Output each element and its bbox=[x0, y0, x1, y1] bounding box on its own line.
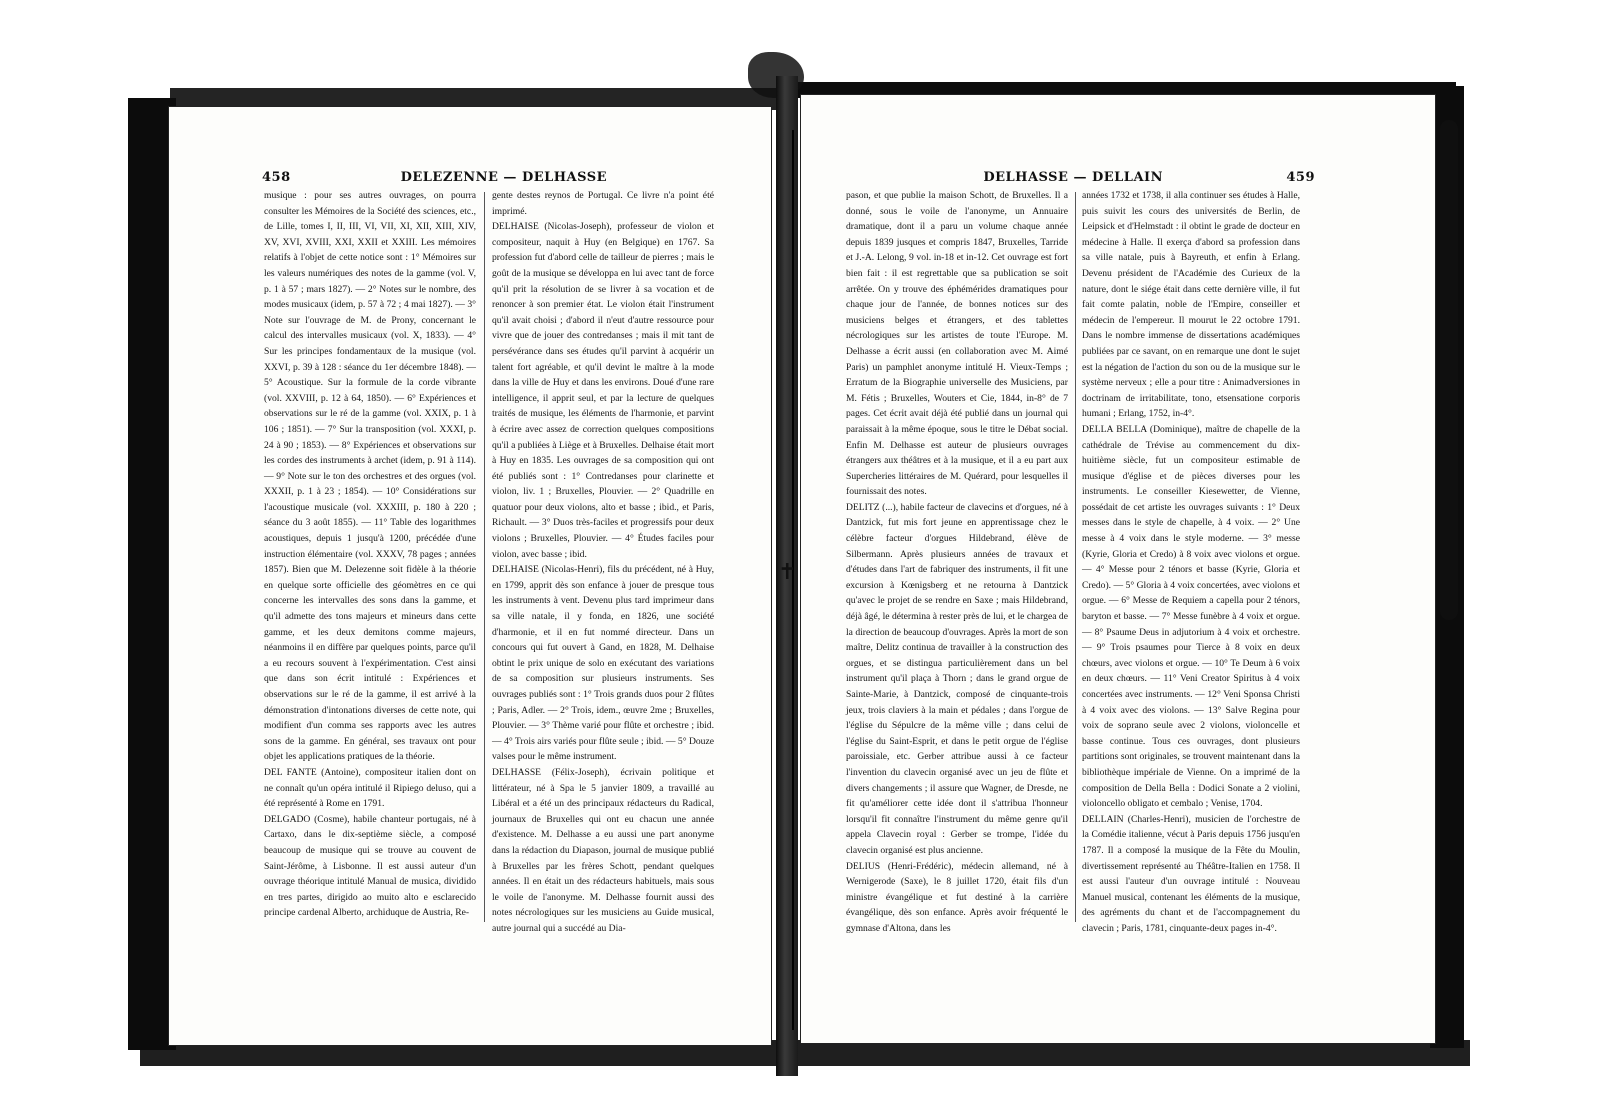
column-rule bbox=[1075, 192, 1076, 922]
dictionary-entry: DELHAISE (Nicolas-Joseph), professeur de violon et compositeur, naquit à Huy (en Belgique) en 1767. Sa profession fut d'abord celle de tailleur de pierres ; mais le goût de la musique se développa en lui avec tant de force qu'il prit la résolution de se livrer à sa vocation et de renoncer à son premier état. Le violon était l'instrument qu'il avait choisi ; d'abord il n'eut d'autre ressource pour vivre que de jouer des contredanses ; mais il mit tant de persévérance dans ses études qu'il parvint à acquérir un talent fort agréable, et qu'il devint le maître à la mode dans la ville de Huy et dans les environs. Doué d'une rare intelligence, il apprit seul, et par la lecture de quelques traités de musique, les éléments de l'harmonie, et parvint à écrire avec assez de correction quelques compositions qu'il a publiées à Liège et à Bruxelles. Delhaise était mort à Huy en 1835. Les ouvrages de sa composition qui ont été publiés sont : 1° Contredanses pour clarinette et violon, liv. 1 ; Bruxelles, Plouvier. — 2° Quadrille en quatuor pour deux violons, alto et basse ; ibid., et Paris, Richault. — 3° Duos très-faciles et progressifs pour deux violons ; Bruxelles, Plouvier. — 4° Études faciles pour violon, avec basse ; ibid. bbox=[492, 221, 714, 560]
running-head-title: DELEZENNE — DELHASSE bbox=[400, 170, 608, 185]
dictionary-entry: DELHAISE (Nicolas-Henri), fils du précédent, né à Huy, en 1799, apprit dès son enfance à jouer de presque tous les instruments à vent. Devenu plus tard imprimeur dans sa ville natale, il y fonda, en 1826, une société d'harmonie, et il en fut nommé directeur. Dans un concours qui fut ouvert à Gand, en 1828, M. Delhaise obtint le prix unique de solo en exécutant des variations de sa composition sur plusieurs instruments. Ses ouvrages publiés sont : 1° Trois grands duos pour 2 flûtes ; Paris, Adler. — 2° Trois, idem., œuvre 2me ; Bruxelles, Plouvier. — 3° Thème varié pour flûte et orchestre ; ibid. — 4° Trois airs variés pour flûte seule ; ibid. — 5° Douze valses pour le même instrument. bbox=[492, 564, 714, 763]
paragraph: gente destes reynos de Portugal. Ce livre n'a point été imprimé. bbox=[492, 190, 714, 217]
paragraph: pason, et que publie la maison Schott, de Bruxelles. Il a donné, sous le voile de l'anonyme, un Annuaire dramatique, dont il a paru un volume chaque année depuis 1839 jusques et compris 1847, Bruxelles, Tarride et J.-A. Lelong, 9 vol. in-18 et in-12. Cet ouvrage est fort bien fait : il est regrettable que sa publication se soit arrêtée. On y trouve des éphémérides dramatiques pour chaque jour de l'année, de bonnes notices sur des musiciens belges et étrangers, et des tablettes nécrologiques sur les artistes de toute l'Europe. M. Delhasse a écrit aussi (en collaboration avec M. Aimé Paris) un pamphlet anonyme intitulé H. Vieux-Temps ; Erratum de la Biographie universelle des Musiciens, par M. Fétis ; Bruxelles, Wouters et Cie, 1844, in-8° de 7 pages. Cet écrit avait déjà été publié dans un journal qui paraissait à la même époque, sous le titre le Débat social. Enfin M. Delhasse est auteur de plusieurs ouvrages étrangers aux théâtres et à la musique, et il a eu part aux Supercheries littéraires de M. Quérard, pour lesquelles il fournissait des notes. bbox=[846, 190, 1068, 498]
dictionary-entry: DELITZ (...), habile facteur de clavecins et d'orgues, né à Dantzick, fut mis fort jeune en apprentissage chez le célèbre facteur d'orgues Hildebrand, élève de Silbermann. Après plusieurs années de travaux et d'études dans l'art de fabriquer des instruments, il fit une excursion à Kœnigsberg et ne retourna à Dantzick qu'avec le projet de se rendre en Saxe ; mais Hildebrand, déjà âgé, le détermina à rester près de lui, et le chargea de la direction de beaucoup d'ouvrages. Après la mort de son maître, Delitz continua de travailler à la construction des orgues, et se distingua particulièrement dans un bel instrument qu'il plaça à Thorn ; dans le grand orgue de Sainte-Marie, à Dantzick, composé de cinquante-trois jeux, trois claviers à la main et pédales ; dans l'orgue de l'église du Sépulcre de la même ville ; dans celui de l'église du Saint-Esprit, et dans le petit orgue de l'église paroissiale, etc. Gerber attribue aussi à ce facteur l'invention du clavecin organisé avec un jeu de flûte et divers changements ; il assure que Wagner, de Dresde, ne fit qu'améliorer cette idée dont il s'attribua l'honneur lorsqu'il fit connaître l'instrument du même genre qu'il appela Clavecin royal : Gerber se trompe, l'idée du clavecin organisé est plus ancienne. bbox=[846, 501, 1068, 856]
text-column-3 bbox=[846, 188, 1068, 934]
dictionary-entry: DEL FANTE (Antoine), compositeur italien dont on ne connaît qu'un opéra intitulé il Ripiego deluso, qui a été représenté à Rome en 1791. bbox=[264, 766, 476, 810]
dictionary-entry: DELLAIN (Charles-Henri), musicien de l'orchestre de la Comédie italienne, vécut à Paris depuis 1756 jusqu'en 1787. Il a composé la musique de la Fête du Moulin, divertissement représenté au Théâtre-Italien en 1758. Il est aussi l'auteur d'un ouvrage intitulé : Nouveau Manuel musical, contenant les éléments de la musique, des agréments du chant et de l'accompagnement du clavecin ; Paris, 1781, cinquante-deux pages in-4°. bbox=[1082, 813, 1300, 934]
paragraph: musique : pour ses autres ouvrages, on pourra consulter les Mémoires de la Société des sciences, etc., de Lille, tomes I, II, III, VI, VII, XI, XII, XIII, XIV, XV, XVI, XVIII, XXI, XXII et XXIII. Les mémoires relatifs à l'objet de cette notice sont : 1° Mémoires sur les valeurs numériques des notes de la gamme (vol. V, p. 1 à 57 ; mars 1827). — 2° Notes sur le nombre, des modes musicaux (idem, p. 57 à 72 ; 4 mai 1827). — 3° Note sur l'ouvrage de M. de Prony, concernant le calcul des intervalles musicaux (vol. X, 1833). — 4° Sur les principes fondamentaux de la musique (vol. XXVI, p. 39 à 128 : séance du 1er décembre 1848). — 5° Acoustique. Sur la formule de la corde vibrante (vol. XXVIII, p. 12 à 64, 1850). — 6° Expériences et observations sur le ré de la gamme (vol. XXIX, p. 1 à 106 ; 1851). — 7° Sur la transposition (vol. XXXI, p. 24 à 90 ; 1853). — 8° Expériences et observations sur les cordes des instruments à archet (idem, p. 91 à 114). — 9° Note sur le ton des orchestres et des orgues (vol. XXXII, p. 1 à 23 ; 1854). — 10° Considérations sur l'acoustique musicale (vol. XXXIII, p. 180 à 220 ; séance du 3 août 1855). — 11° Table des logarithmes acoustiques, depuis 1 jusqu'à 1200, précédée d'une instruction élémentaire (vol. XXXV, 78 pages ; années 1857). Bien que M. Delezenne soit fidèle à la théorie en quelque sorte officielle des géomètres en ce qui concerne les intervalles des sons dans la gamme, et qu'il admette des tons majeurs et mineurs dans cette gamme, et les deux demitons comme majeurs, néanmoins il en diffère par quelques points, parce qu'il a eu recours souvent à l'expérimentation. C'est ainsi que dans son écrit intitulé : Expériences et observations sur le ré de la gamme, il est arrivé à la démonstration d'intonations diverses de cette note, qui modifient d'un comma ses rapports avec les autres sons de la gamme. En général, ses travaux ont pour objet les applications pratiques de la théorie. bbox=[264, 190, 476, 763]
scan-smudge bbox=[1440, 120, 1458, 620]
text-column-1 bbox=[264, 188, 476, 928]
page-number: 458 bbox=[262, 170, 291, 185]
gutter-ornament-icon: ✝ bbox=[778, 560, 797, 585]
paragraph: années 1732 et 1738, il alla continuer ses études à Halle, puis suivit les cours des universités de Berlin, de Leipsick et d'Helmstadt : il obtint le grade de docteur en médecine à Halle. Il exerça d'abord sa profession dans sa ville natale, puis à Bayreuth, et enfin à Erlang. Devenu président de l'Académie des Curieux de la nature, dont le siége était dans cette dernière ville, il fut fait comte palatin, noble de l'Empire, conseiller et médecin de l'empereur. Il mourut le 22 octobre 1791. Dans le nombre immense de dissertations académiques publiées par ce savant, on en remarque une dont le sujet est la négation de l'action du son ou de la musique sur le système nerveux ; elle a pour titre : Animadversiones in doctrinam de irritabilitate, tono, etsensatione corporis humani ; Erlang, 1752, in-4°. bbox=[1082, 190, 1300, 420]
right-running-head bbox=[860, 170, 1315, 190]
running-head-title: DELHASSE — DELLAIN bbox=[983, 170, 1164, 185]
text-column-2 bbox=[492, 188, 714, 934]
page-number: 459 bbox=[1286, 170, 1315, 185]
dictionary-entry: DELIUS (Henri-Frédéric), médecin allemand, né à Wernigerode (Saxe), le 8 juillet 1720, était fils d'un ministre évangélique et fut destiné à la carrière évangélique, dès son enfance. Après avoir fréquenté le gymnase d'Altona, dans les bbox=[846, 860, 1068, 934]
column-rule bbox=[484, 192, 485, 922]
dictionary-entry: DELGADO (Cosme), habile chanteur portugais, né à Cartaxo, dans le dix-septième siècle, a composé beaucoup de musique qui se trouve au couvent de Saint-Jérôme, à Lisbonne. Il est aussi auteur d'un ouvrage théorique intitulé Manual de musica, dividido en tres partes, dirigido ao muito alto e esclarecido principe cardenal Alberto, archiduque de Austria, Re- bbox=[264, 813, 476, 919]
dictionary-entry: DELLA BELLA (Dominique), maître de chapelle de la cathédrale de Trévise au commencement du dix-huitième siècle, fut un compositeur estimable de musique d'église et de pièces diverses pour les instruments. Le conseiller Kiesewetter, de Vienne, possédait de cet artiste les ouvrages suivants : 1° Deux messes dans le style de chapelle, à 4 voix. — 2° Une messe à 4 voix dans le style moderne. — 3° messe (Kyrie, Gloria et Credo) à 8 voix avec violons et orgue. — 4° Messe pour 2 ténors et basse (Kyrie, Gloria et Credo). — 5° Gloria à 4 voix concertées, avec violons et orgue. — 6° Messe de Requiem a capella pour 2 ténors, baryton et basse. — 7° Messe funèbre à 4 voix et orgue. — 8° Psaume Deus in adjutorium à 4 voix et orchestre. — 9° Trois psaumes pour Tierce à 8 voix en deux chœurs, avec violons et orgue. — 10° Te Deum à 6 voix en deux chœurs. — 11° Veni Creator Spiritus à 4 voix concertées avec instruments. — 12° Veni Sponsa Christi à 4 voix avec des violons. — 13° Salve Regina pour voix de soprano seule avec 2 violons, violoncelle et basse continue. Tous ces ouvrages, dont plusieurs partitions sont originales, se trouvent maintenant dans la bibliothèque impériale de Vienne. On a imprimé de la composition de Della Bella : Dodici Sonate a 2 violini, violoncello obligato et cembalo ; Venise, 1704. bbox=[1082, 423, 1300, 810]
left-running-head bbox=[262, 170, 717, 190]
text-column-4 bbox=[1082, 188, 1300, 934]
dictionary-entry: DELHASSE (Félix-Joseph), écrivain politique et littérateur, né à Spa le 5 janvier 1809, a travaillé au Libéral et a été un des principaux rédacteurs du Radical, journaux de Bruxelles qui ont eu chacun une année d'existence. M. Delhasse a eu aussi une part anonyme dans la rédaction du Diapason, journal de musique publié à Bruxelles par les frères Schott, pendant quelques années. Il en était un des rédacteurs habituels, mais sous le voile de l'anonyme. M. Delhasse fournit aussi des notes nécrologiques sur les musiciens au Guide musical, autre journal qui a succédé au Dia- bbox=[492, 766, 714, 934]
